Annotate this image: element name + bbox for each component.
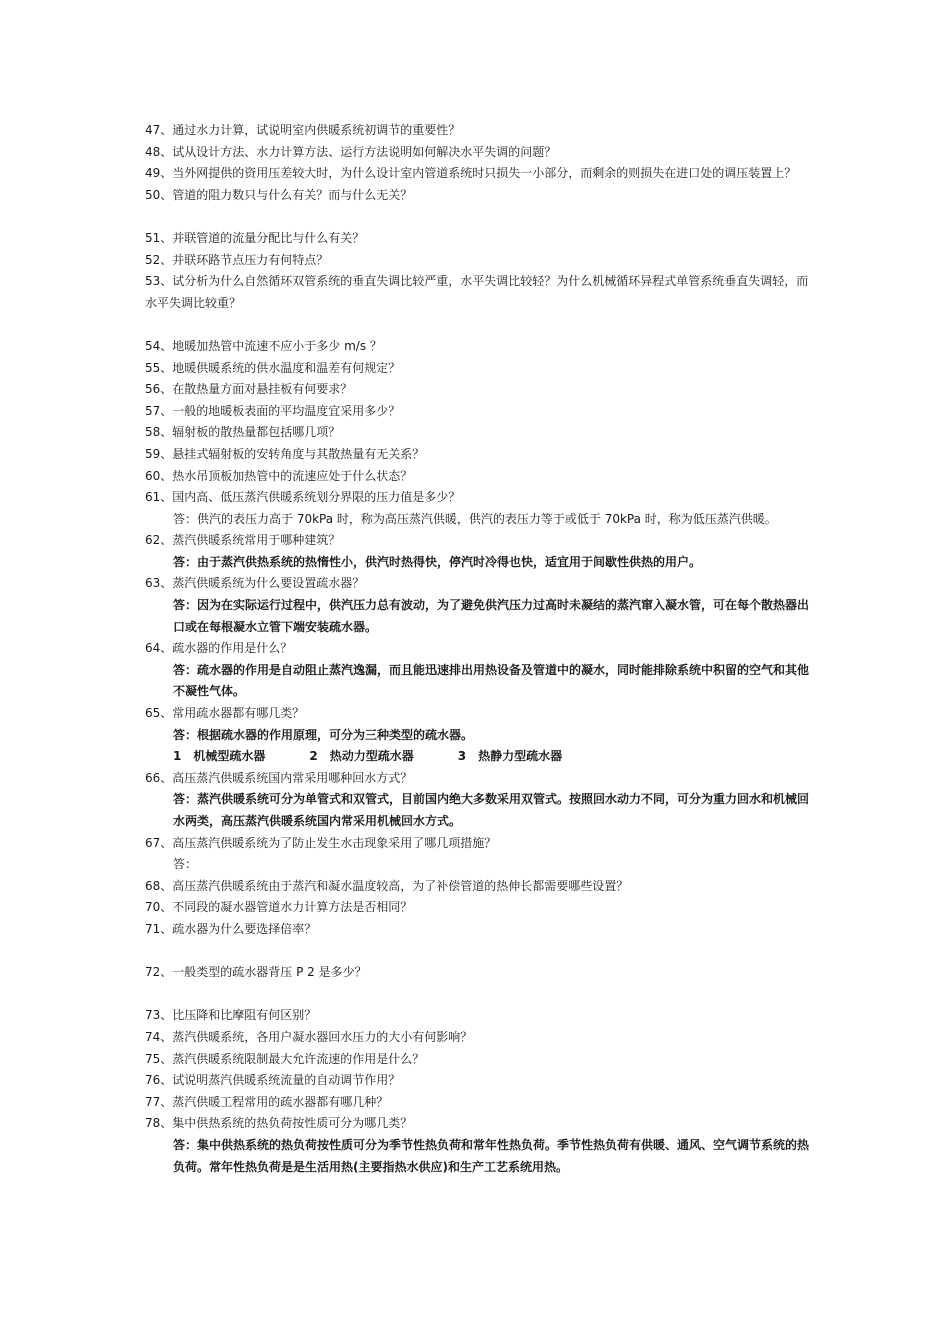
- question-67: 67、高压蒸汽供暖系统为了防止发生水击现象采用了哪几项措施？: [145, 835, 497, 850]
- question-72: 72、一般类型的疏水器背压 P 2 是多少？: [145, 965, 367, 980]
- spacer: [145, 984, 815, 1006]
- answer-78: 答：集中供热系统的热负荷按性质可分为季节性热负荷和常年性热负荷。季节性热负荷有供暖、通风、空气调节系统的热负荷。常年性热负荷是是生活用热(主要指热水供应)和生产工艺系统用热。: [173, 1137, 810, 1174]
- question-53: 53、试分析为什么自然循环双管系统的垂直失调比较严重，水平失调比较轻？为什么机械循环异程式单管系统垂直失调轻，而水平失调比较重？: [145, 274, 809, 310]
- trap-type-thermostatic: 3 热静力型疏水器: [457, 749, 563, 764]
- question-78: 78、集中供热系统的热负荷按性质可分为哪几类？: [145, 1116, 413, 1131]
- question-54: 54、地暖加热管中流速不应小于多少 m/s ？: [145, 338, 382, 353]
- trap-type-mechanical: 1 机械型疏水器: [173, 749, 266, 764]
- question-56: 56、在散热量方面对悬挂板有何要求？: [145, 382, 353, 397]
- answer-67: 答：: [173, 857, 198, 872]
- answer-64: 答：疏水器的作用是自动阻止蒸汽逸漏，而且能迅速排出用热设备及管道中的凝水，同时能排除系统中积留的空气和其他不凝性气体。: [173, 662, 810, 699]
- question-list: [145, 120, 815, 1178]
- trap-type-thermodynamic: 2 热动力型疏水器: [309, 749, 414, 764]
- answer-63: 答：因为在实际运行过程中，供汽压力总有波动，为了避免供汽压力过高时未凝结的蒸汽窜入凝水管，可在每个散热器出口或在每根凝水立管下端安装疏水器。: [173, 598, 810, 634]
- question-59: 59、悬挂式辐射板的安转角度与其散热量有无关系？: [145, 446, 425, 461]
- question-63: 63、蒸汽供暖系统为什么要设置疏水器？: [145, 576, 365, 591]
- spacer: [145, 206, 815, 228]
- question-66: 66、高压蒸汽供暖系统国内常采用哪种回水方式？: [145, 770, 413, 785]
- spacer: [145, 941, 815, 963]
- question-64: 64、疏水器的作用是什么？: [145, 641, 293, 656]
- question-51: 51、并联管道的流量分配比与什么有关？: [145, 230, 365, 245]
- question-65: 65、常用疏水器都有哪几类？: [145, 706, 305, 721]
- trap-types-list: [145, 746, 815, 768]
- answer-62: 答：由于蒸汽供热系统的热惰性小，供汽时热得快，停汽时冷得也快，适宜用于间歇性供热的用户。: [173, 554, 702, 569]
- question-60: 60、热水吊顶板加热管中的流速应处于什么状态？: [145, 468, 413, 483]
- question-70: 70、不同段的凝水器管道水力计算方法是否相同？: [145, 900, 413, 915]
- question-68: 68、高压蒸汽供暖系统由于蒸汽和凝水温度较高，为了补偿管道的热伸长都需要哪些设置？: [145, 878, 629, 893]
- spacer: [145, 314, 815, 336]
- question-75: 75、蒸汽供暖系统限制最大允许流速的作用是什么？: [145, 1051, 425, 1066]
- question-61: 61、国内高、低压蒸汽供暖系统划分界限的压力值是多少？: [145, 490, 461, 505]
- question-74: 74、蒸汽供暖系统，各用户凝水器回水压力的大小有何影响？: [145, 1029, 473, 1044]
- question-50: 50、管道的阻力数只与什么有关？而与什么无关？: [145, 187, 413, 202]
- question-62: 62、蒸汽供暖系统常用于哪种建筑？: [145, 533, 341, 548]
- question-58: 58、辐射板的散热量都包括哪几项？: [145, 425, 341, 440]
- question-49: 49、当外网提供的资用压差较大时，为什么设计室内管道系统时只损失一小部分，而剩余的则损失在进口处的调压装置上？: [145, 166, 797, 181]
- question-76: 76、试说明蒸汽供暖系统流量的自动调节作用？: [145, 1073, 401, 1088]
- answer-66: 答：蒸汽供暖系统可分为单管式和双管式，目前国内绝大多数采用双管式。按照回水动力不同，可分为重力回水和机械回水两类，高压蒸汽供暖系统国内常采用机械回水方式。: [173, 792, 810, 828]
- answer-65: 答：根据疏水器的作用原理，可分为三种类型的疏水器。: [173, 727, 474, 742]
- question-47: 47、通过水力计算，试说明室内供暖系统初调节的重要性？: [145, 123, 461, 137]
- question-77: 77、蒸汽供暖工程常用的疏水器都有哪几种？: [145, 1094, 389, 1109]
- question-55: 55、地暖供暖系统的供水温度和温差有何规定？: [145, 360, 401, 375]
- question-57: 57、一般的地暖板表面的平均温度宜采用多少？: [145, 403, 401, 418]
- question-48: 48、试从设计方法、水力计算方法、运行方法说明如何解决水平失调的问题？: [145, 144, 557, 159]
- question-52: 52、并联环路节点压力有何特点？: [145, 252, 329, 267]
- question-73: 73、比压降和比摩阻有何区别？: [145, 1008, 317, 1023]
- answer-61: 答：供汽的表压力高于 70kPa 时，称为高压蒸汽供暖，供汽的表压力等于或低于 70kPa 时，称为低压蒸汽供暖。: [173, 511, 777, 526]
- question-71: 71、疏水器为什么要选择倍率？: [145, 921, 317, 936]
